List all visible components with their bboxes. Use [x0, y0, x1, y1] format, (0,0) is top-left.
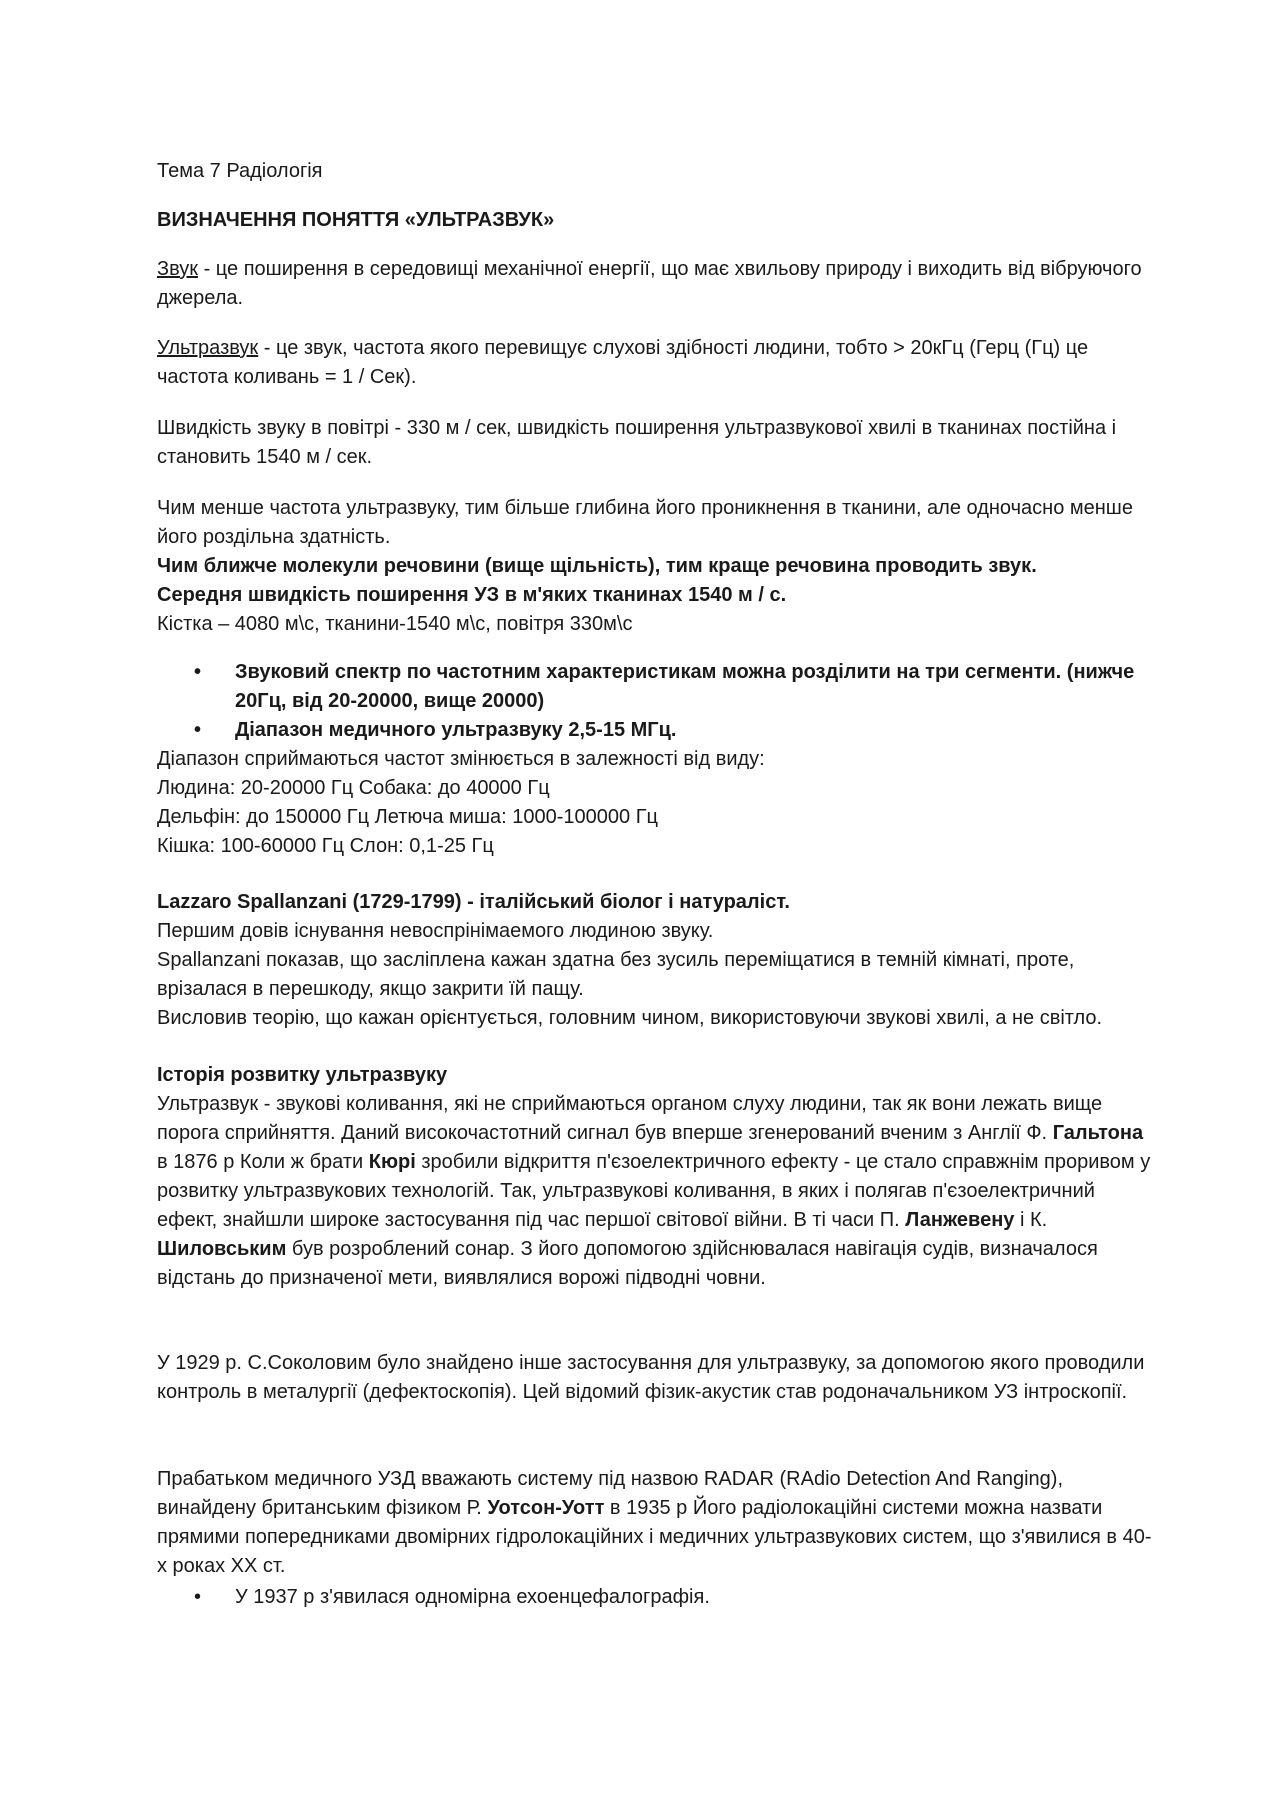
sound-definition: [157, 255, 1157, 313]
ultrasound-definition-text: - це звук, частота якого перевищує слухові здібності людини, тобто > 20кГц (Герц (Гц) це частота коливань = 1 / Сек).: [157, 337, 1089, 388]
frequency-section: [157, 494, 1157, 639]
main-heading: ВИЗНАЧЕННЯ ПОНЯТТЯ «УЛЬТРАЗВУК»: [157, 209, 555, 231]
bullet-icon: •: [194, 719, 202, 741]
spallanzani-heading: Lazzaro Spallanzani (1729-1799) - італійський біолог і натураліст.: [157, 891, 790, 913]
density-statement: Чим ближче молекули речовини (вище щільність), тим краще речовина проводить звук.: [157, 555, 1037, 577]
hearing-ranges: [157, 745, 1157, 861]
sound-term: Звук: [157, 258, 199, 280]
hearing-ranges-intro: Діапазон сприймаються частот змінюється в залежності від виду:: [157, 748, 765, 770]
spectrum-bullet-list: [157, 658, 1157, 745]
document-heading: [157, 206, 1157, 235]
history-heading: Історія розвитку ультразвуку: [157, 1064, 448, 1086]
spallanzani-section: [157, 888, 1157, 1033]
hearing-range-line: Кішка: 100-60000 Гц Слон: 0,1-25 Гц: [157, 835, 494, 857]
speed-paragraph: Швидкість звуку в повітрі - 330 м / сек, швидкість поширення ультразвукової хвилі в тканинах постійна і становить 1540 м / сек.: [157, 417, 1117, 468]
echo-bullet-list: [157, 1583, 1157, 1612]
spallanzani-line: Висловив теорію, що кажан орієнтується, головним чином, використовуючи звукові хвилі, а не світло.: [157, 1007, 1103, 1029]
list-item: • Діапазон медичного ультразвуку 2,5-15 МГц.: [157, 716, 1157, 745]
shilovsky-name: Шиловським: [157, 1238, 287, 1260]
ultrasound-term: Ультразвук: [157, 337, 259, 359]
frequency-penetration-text: Чим менше частота ультразвуку, тим більше глибина його проникнення в тканини, але одночасно менше його роздільна здатність.: [157, 497, 1133, 548]
spallanzani-line: Першим довів існування невоспрінімаемого людиною звуку.: [157, 920, 714, 942]
watson-watt-name: Уотсон-Уотт: [487, 1497, 605, 1519]
galton-name: Гальтона: [1052, 1122, 1144, 1144]
list-item: • Звуковий спектр по частотним характеристикам можна розділити на три сегменти. (нижче 20Гц, від 20-20000, вище 20000): [157, 658, 1157, 716]
soft-tissue-speed: Середня швидкість поширення УЗ в м'яких тканинах 1540 м / с.: [157, 584, 787, 606]
list-item: • У 1937 р з'явилася одномірна ехоенцефалографія.: [157, 1583, 1157, 1612]
hearing-range-line: Дельфін: до 150000 Гц Летюча миша: 1000-100000 Гц: [157, 806, 658, 828]
bullet-icon: •: [194, 1586, 202, 1608]
document-topic: [157, 157, 1157, 186]
radar-paragraph: Прабатьком медичного УЗД вважають систему під назвою RADAR (RAdio Detection And Ranging), винайдену британським фізиком Р. Уотсон-Уотт в 1935 р Його радіолокаційні системи можна назвати прямими попередниками двомірних гідролокаційних і медичних ультразвукових систем, що з'явилися в 40-х роках XX ст.: [157, 1468, 1152, 1577]
langevin-name: Ланжевену: [905, 1209, 1015, 1231]
sokolov-paragraph: У 1929 р. С.Соколовим було знайдено інше застосування для ультразвуку, за допомогою якого проводили контроль в металургії (дефектоскопія). Цей відомий фізик-акустик став родоначальником УЗ інтроскопії.: [157, 1352, 1145, 1403]
ultrasound-definition: [157, 334, 1157, 392]
hearing-range-line: Людина: 20-20000 Гц Собака: до 40000 Гц: [157, 777, 550, 799]
curie-name: Кюрі: [368, 1151, 416, 1173]
bullet-icon: •: [194, 661, 202, 683]
history-paragraph: Ультразвук - звукові коливання, які не сприймаються органом слуху людини, так як вони лежать вище порога сприйняття. Даний високочастотний сигнал був вперше згенерований вченим з Англії Ф. Гальтона в 1876 р Коли ж брати Кюрі зробили відкриття п'єзоелектричного ефекту - це стало справжнім проривом у розвитку ультразвукових технологій. Так, ультразвукові коливання, в яких і полягав п'єзоелектричний ефект, знайшли широке застосування під час першої світової війни. В ті часи П. Ланжевену і К. Шиловським був розроблений сонар. З його допомогою здійснювалася навігація судів, визначалося відстань до призначеної мети, виявлялися ворожі підводні човни.: [157, 1093, 1151, 1289]
material-speeds: Кістка – 4080 м\с, тканини-1540 м\с, повітря 330м\с: [157, 613, 633, 635]
spallanzani-line: Spallanzani показав, що засліплена кажан здатна без зусиль переміщатися в темній кімнаті, проте, врізалася в перешкоду, якщо закрити їй пащу.: [157, 949, 1075, 1000]
sound-definition-text: - це поширення в середовищі механічної енергії, що має хвильову природу і виходить від вібруючого джерела.: [157, 258, 1142, 309]
history-section: [157, 1061, 1157, 1293]
topic-line: Тема 7 Радіологія: [157, 160, 323, 182]
